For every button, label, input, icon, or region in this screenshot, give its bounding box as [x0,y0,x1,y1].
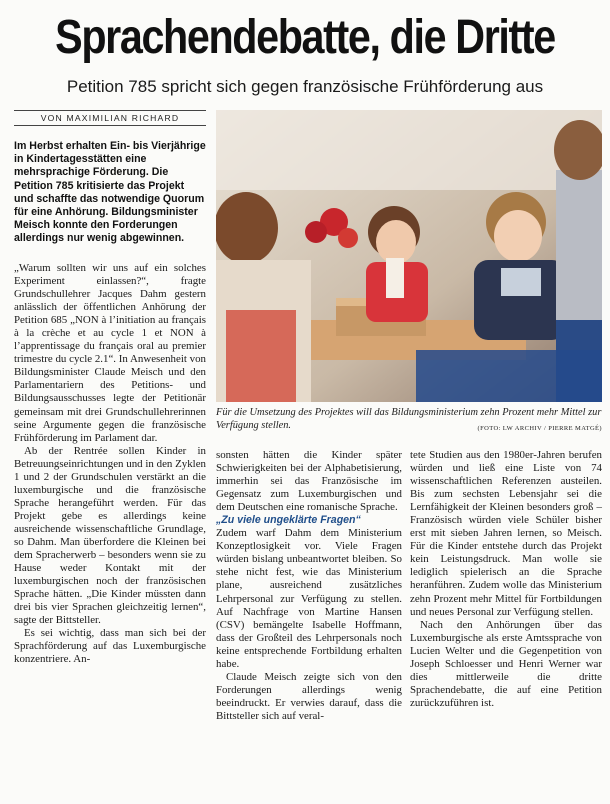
photo-credit: (FOTO: LW ARCHIV / PIERRE MATGÉ) [477,425,602,432]
article-photo [216,110,602,402]
paragraph: Es sei wichtig, dass man sich bei der Sprachförderung auf das Luxemburgische konzentriere. An- [14,627,206,666]
paragraph: tete Studien aus den 1980er-Jahren berufen würden und ließ eine Liste von 74 wissenschaftlichen Referenzen austeilen. Bis zum sechsten Lebensjahr sei die Lernfähigkeit der Kleinen besonders groß – Französisch würden viele Schüler bisher erst mit sieben Jahren lernen, so Meisch. Für die Kinder entstehe durch das Projekt kein Leistungsdruck. Man wolle sie lediglich spielerisch an die Sprache heranführen. Zudem wolle das Ministerium zehn Prozent mehr Mittel für Fortbildungen und neues Personal zur Verfügung stellen. [410,449,602,618]
photo-caption [216,406,602,435]
article-column-2 [216,449,402,723]
children-playing-photo [216,110,602,402]
paragraph: „Warum sollten wir uns auf ein solches Experiment einlassen?“, fragte Grundschullehrer Jacques Dahm gestern anlässlich der öffentlichen Anhörung der Petition 685 „NON à l’initiation au français à la crèche et au cycle 1 et NON à l’apprentissage du français oral au premier trimestre du cycle 2.1“. In Anwesenheit von Bildungsminister Claude Meisch und den Parlamentariern des Petitions- und Bildungsausschusses legte der Petitionär gemeinsam mit drei Grundschullehrerinnen seine Argumente gegen die französische Frühförderung im Parlament dar. [14,262,206,444]
paragraph: Claude Meisch zeigte sich von den Forderungen allerdings wenig beeindruckt. Er verwies darauf, dass die Bittsteller sich auf veral- [216,670,402,722]
article-column-3 [410,449,602,710]
photo-caption-text: Für die Umsetzung des Projektes will das Bildungsministerium zehn Prozent mehr Mittel zur Verfügung stellen. [216,407,602,431]
headline: Sprachendebatte, die Dritte [55,11,555,64]
subheadline: Petition 785 spricht sich gegen französische Frühförderung aus [66,77,544,96]
paragraph: Zudem warf Dahm dem Ministerium Konzeptlosigkeit vor. Viele Fragen würden bislang unbeantwortet bleiben. So stehe nicht fest, wie das Ministerium plane, ausreichend zusätzliches Lehrpersonal zur Verfügung zu stellen. Auf Nachfrage von Martine Hansen (CSV) bemängelte Isabelle Hoffmann, dass der Großteil des Lehrpersonals noch keine entsprechende Fortbildung erhalten habe. [216,527,402,670]
byline: VON MAXIMILIAN RICHARD [40,113,180,123]
paragraph: Nach den Anhörungen über das Luxemburgische als erste Amtssprache von Lucien Welter und die Gegenpetition von Joseph Schloesser und Henri Werner war dies mittlerweile die dritte Sprachendebatte, die auf eine Petition zurückzuführen ist. [410,618,602,709]
lead-paragraph: Im Herbst erhalten Ein- bis Vierjährige in Kindertagesstätten eine mehrsprachige Förderung. Die Petition 785 kritisierte das Projekt und schaffte das notwendige Quorum für eine Anhörung. Bildungsminister Meisch konnte den Forderungen allerdings nur wenig abgewinnen. [14,140,206,245]
paragraph: Ab der Rentrée sollen Kinder in Betreuungseinrichtungen und in den Zyklen 1 und 2 der Grundschulen verstärkt an die luxemburgische und die französische Sprache herangeführt werden. Für das Projekt gebe es allerdings keine ausreichende wissenschaftliche Grundlage, so Dahm. Man überfordere die Kleinen bei dem Spracherwerb – besonders wenn sie zu Hause weder Kontakt mit der luxemburgischen noch der französischen Sprache hätten. „Die Kinder müssten dann drei bis vier Sprachen gleichzeitig lernen“, sagte der Bittsteller. [14,444,206,627]
byline-box [14,110,206,126]
section-subtitle: „Zu viele ungeklärte Fragen“ [216,514,361,527]
paragraph: sonsten hätten die Kinder später Schwierigkeiten bei der Alphabetisierung, immerhin sei das Französische im Gegensatz zum Luxemburgischen und dem Deutschen eine romanische Sprache. [216,449,402,514]
article-column-1 [14,262,206,666]
